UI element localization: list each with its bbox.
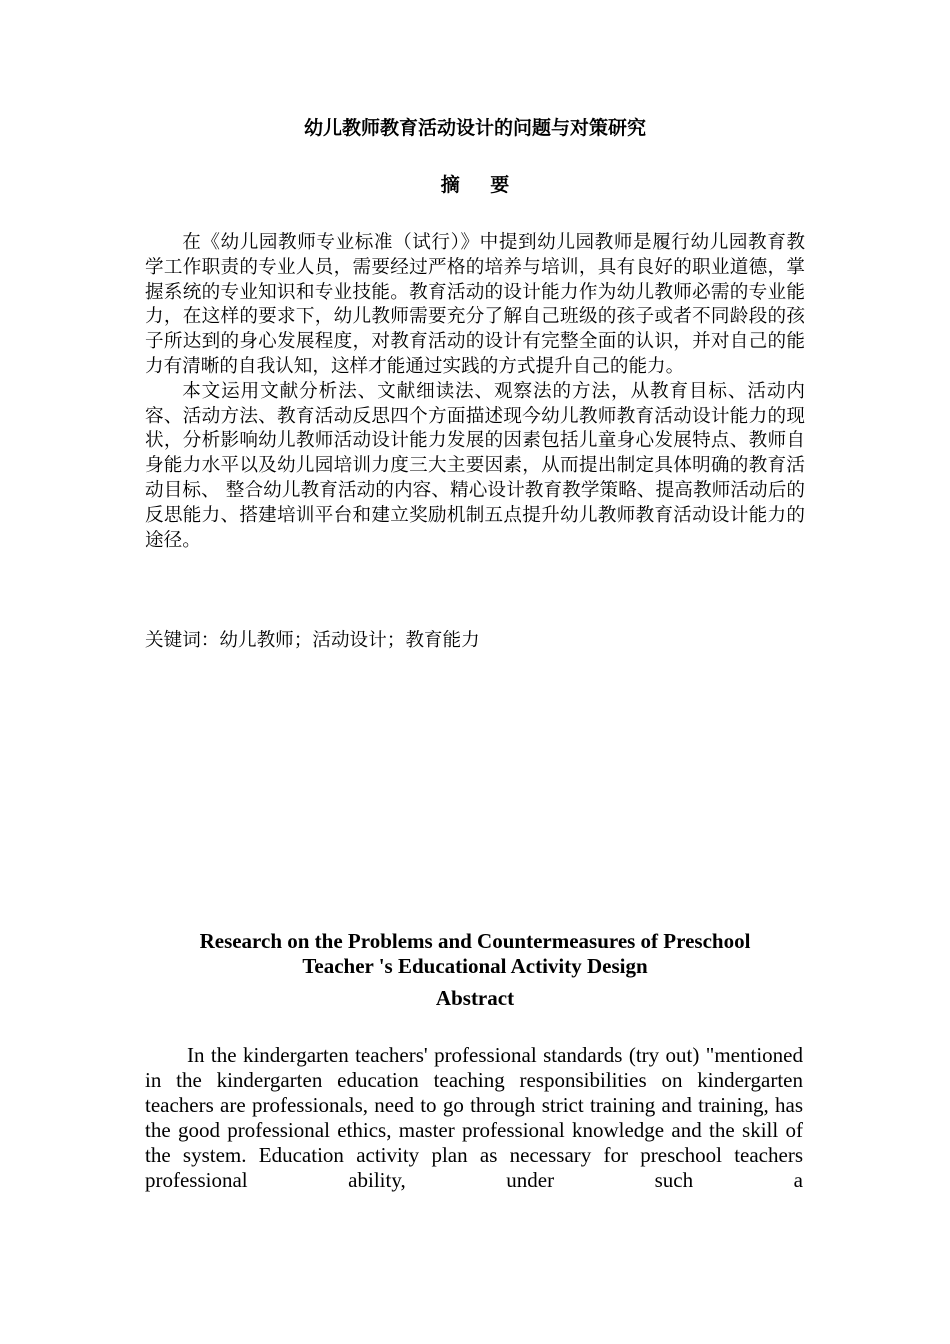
english-abstract-paragraph: In the kindergarten teachers' professional standards (try out) "mentioned in the kindergarten education teaching responsibilities on kindergarten teachers are professionals, need to go through strict training and training, has the good professional ethics, master professional knowledge and the skill of the system. Education activity plan as necessary for preschool teachers professional ability, under such a xyxy=(145,1043,803,1192)
english-title-line: Teacher 's Educational Activity Design xyxy=(302,954,648,978)
english-abstract-body xyxy=(145,1043,803,1193)
chinese-abstract-heading: 摘 要 xyxy=(440,174,522,196)
english-title xyxy=(0,929,950,979)
chinese-abstract-paragraph: 本文运用文献分析法、文献细读法、观察法的方法，从教育目标、活动内容、活动方法、教育活动反思四个方面描述现今幼儿教师教育活动设计能力的现状，分析影响幼儿教师活动设计能力发展的因素包括儿童身心发展特点、教师自身能力水平以及幼儿园培训力度三大主要因素，从而提出制定具体明确的教育活动目标、 整合幼儿教育活动的内容、精心设计教育教学策略、提高教师活动后的反思能力、搭建培训平台和建立奖励机制五点提升幼儿教师教育活动设计能力的途径。 xyxy=(145,380,805,551)
english-title-line: Research on the Problems and Countermeasures of Preschool xyxy=(199,929,751,953)
chinese-abstract-body xyxy=(145,231,805,553)
english-abstract-heading: Abstract xyxy=(435,986,515,1010)
chinese-abstract-paragraph: 在《幼儿园教师专业标准（试行）》中提到幼儿园教师是履行幼儿园教育教学工作职责的专业人员，需要经过严格的培养与培训，具有良好的职业道德，掌握系统的专业知识和专业技能。教育活动的设计能力作为幼儿教师必需的专业能力，在这样的要求下，幼儿教师需要充分了解自己班级的孩子或者不同龄段的孩子所达到的身心发展程度，对教育活动的设计有完整全面的认识，并对自己的能力有清晰的自我认知，这样才能通过实践的方式提升自己的能力。 xyxy=(145,232,805,377)
keywords-line xyxy=(145,629,805,654)
keywords-value: 幼儿教师；活动设计；教育能力 xyxy=(219,630,480,651)
keywords-label: 关键词： xyxy=(145,630,220,651)
chinese-title: 幼儿教师教育活动设计的问题与对策研究 xyxy=(303,117,646,139)
